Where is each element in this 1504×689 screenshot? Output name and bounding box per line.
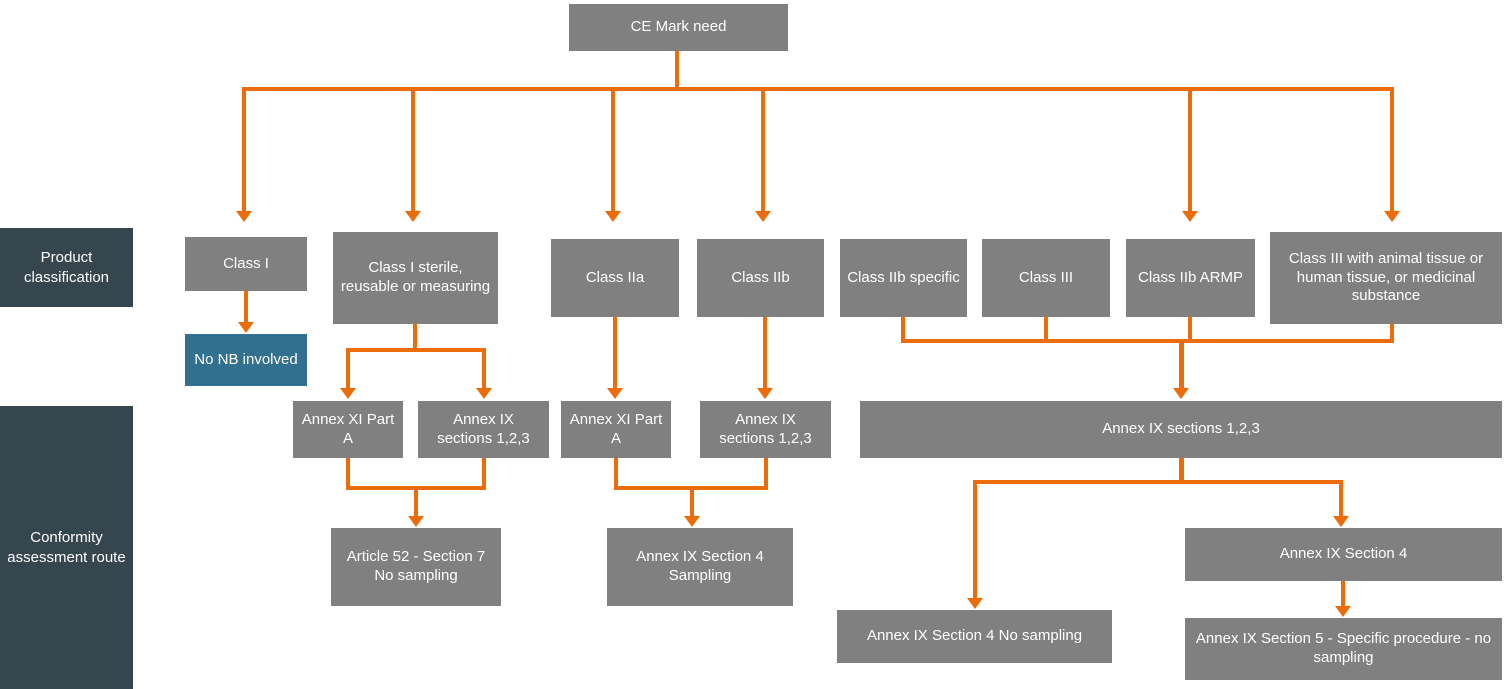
node-label: Annex IX Section 4 Sampling	[636, 548, 764, 584]
node-label: Annex IX Section 4 No sampling	[866, 627, 1083, 645]
connector-drop-class-i	[242, 87, 246, 213]
node-label: Annex XI Part A	[569, 410, 663, 447]
node-class-iii-animal[interactable]	[1270, 232, 1502, 324]
connector-section4-to-section5	[1341, 581, 1345, 608]
connector-drop-class-iia	[611, 87, 615, 213]
node-class-iib[interactable]	[697, 239, 824, 317]
node-annex-ix-section-4[interactable]	[1185, 528, 1502, 581]
connector-drop-class-iib-armp	[1188, 87, 1192, 213]
node-class-i-sterile[interactable]	[333, 232, 498, 324]
node-label: Annex IX sections 1,2,3	[719, 410, 812, 447]
connector-merge2-stem	[690, 486, 694, 518]
connector-wide-left	[973, 480, 977, 600]
connector-right-stem	[1179, 339, 1184, 390]
arrow-annex-xi-part-a-1	[340, 388, 356, 399]
node-annex-ix-section-4-sampling[interactable]	[607, 528, 793, 606]
connector-iib-stem	[763, 317, 767, 390]
node-label: No NB involved	[194, 350, 298, 368]
node-label: Class III with animal tissue or human tissue, or medicinal substance	[1288, 249, 1484, 305]
node-annex-xi-part-a-2[interactable]	[561, 401, 671, 458]
arrow-article-52	[408, 516, 424, 527]
connector-drop-class-i-sterile	[411, 87, 415, 213]
connector-armp-down	[1188, 317, 1192, 341]
node-label: Article 52 - Section 7 No sampling	[346, 548, 486, 584]
connector-right-bus	[901, 339, 1394, 343]
connector-sterile-left	[346, 348, 350, 390]
node-article-52-section-7[interactable]	[331, 528, 501, 606]
connector-wide-bus	[973, 480, 1343, 484]
arrow-no-nb	[238, 322, 254, 333]
node-label: Class I sterile, reusable or measuring	[340, 259, 491, 295]
connector-merge2-right	[764, 458, 768, 488]
connector-merge1-stem	[414, 486, 418, 518]
connector-sterile-bus	[346, 348, 486, 352]
connector-class-i-to-no-nb	[244, 291, 248, 324]
connector-merge1-right	[482, 458, 486, 488]
connector-sterile-stem	[413, 324, 417, 350]
side-label-conformity-assessment-route	[0, 406, 133, 689]
arrow-annex-ix-section-4-sampling	[684, 516, 700, 527]
node-label: Class IIb	[731, 268, 790, 286]
arrow-class-iib-armp	[1182, 211, 1198, 222]
side-label-text: Conformity assessment route	[7, 529, 126, 566]
connector-drop-class-iii-animal	[1390, 87, 1394, 213]
connector-merge1-left	[346, 458, 350, 488]
node-class-iii[interactable]	[982, 239, 1110, 317]
node-annex-ix-section-4-no-sampling[interactable]	[837, 610, 1112, 663]
node-label: Annex IX sections 1,2,3	[1102, 420, 1260, 438]
node-annex-ix-123-2[interactable]	[700, 401, 831, 458]
node-class-iia[interactable]	[551, 239, 679, 317]
connector-iib-specific-down	[901, 317, 905, 341]
node-no-nb-involved[interactable]	[185, 334, 307, 386]
node-annex-xi-part-a-1[interactable]	[293, 401, 403, 458]
node-label: Class IIb ARMP	[1137, 268, 1244, 286]
arrow-annex-ix-123-1	[476, 388, 492, 399]
arrow-annex-ix-section-4-no-sampling	[967, 598, 983, 609]
arrow-class-iia	[605, 211, 621, 222]
connector-root-stem	[675, 51, 679, 89]
node-class-iib-specific[interactable]	[840, 239, 967, 317]
node-label: Annex IX Section 5 - Specific procedure - no sampling	[1195, 630, 1492, 666]
arrow-annex-xi-part-a-2	[607, 388, 623, 399]
arrow-annex-ix-123-2	[757, 388, 773, 399]
node-label: Class IIa	[585, 268, 645, 286]
arrow-class-i-sterile	[405, 211, 421, 222]
side-label-text: Product classification	[23, 249, 110, 286]
node-annex-ix-section-5[interactable]	[1185, 618, 1502, 680]
connector-drop-class-iib	[761, 87, 765, 213]
node-label: Annex IX sections 1,2,3	[437, 410, 530, 447]
arrow-class-iii-animal	[1384, 211, 1400, 222]
arrow-class-iib	[755, 211, 771, 222]
node-label: Annex XI Part A	[301, 410, 395, 447]
connector-iii-down	[1044, 317, 1048, 341]
node-ce-mark-need[interactable]	[569, 4, 788, 51]
node-label: Class III	[1018, 268, 1074, 286]
node-class-iib-armp[interactable]	[1126, 239, 1255, 317]
connector-iia-stem	[613, 317, 617, 390]
connector-wide-right	[1339, 480, 1343, 518]
node-label: Class IIb specific	[847, 268, 960, 286]
connector-sterile-right	[482, 348, 486, 390]
arrow-annex-ix-section-4	[1333, 516, 1349, 527]
node-class-i[interactable]	[185, 237, 307, 291]
arrow-annex-ix-section-5	[1335, 606, 1351, 617]
node-annex-ix-123-3[interactable]	[860, 401, 1502, 458]
node-label: CE Mark need	[630, 18, 727, 36]
connector-wide-stem	[1179, 458, 1184, 482]
connector-merge2-left	[614, 458, 618, 488]
arrow-class-i	[236, 211, 252, 222]
side-label-product-classification	[0, 228, 133, 307]
node-label: Class I	[223, 254, 269, 272]
arrow-annex-ix-123-3	[1173, 388, 1189, 399]
node-label: Annex IX Section 4	[1279, 545, 1408, 563]
node-annex-ix-123-1[interactable]	[418, 401, 549, 458]
